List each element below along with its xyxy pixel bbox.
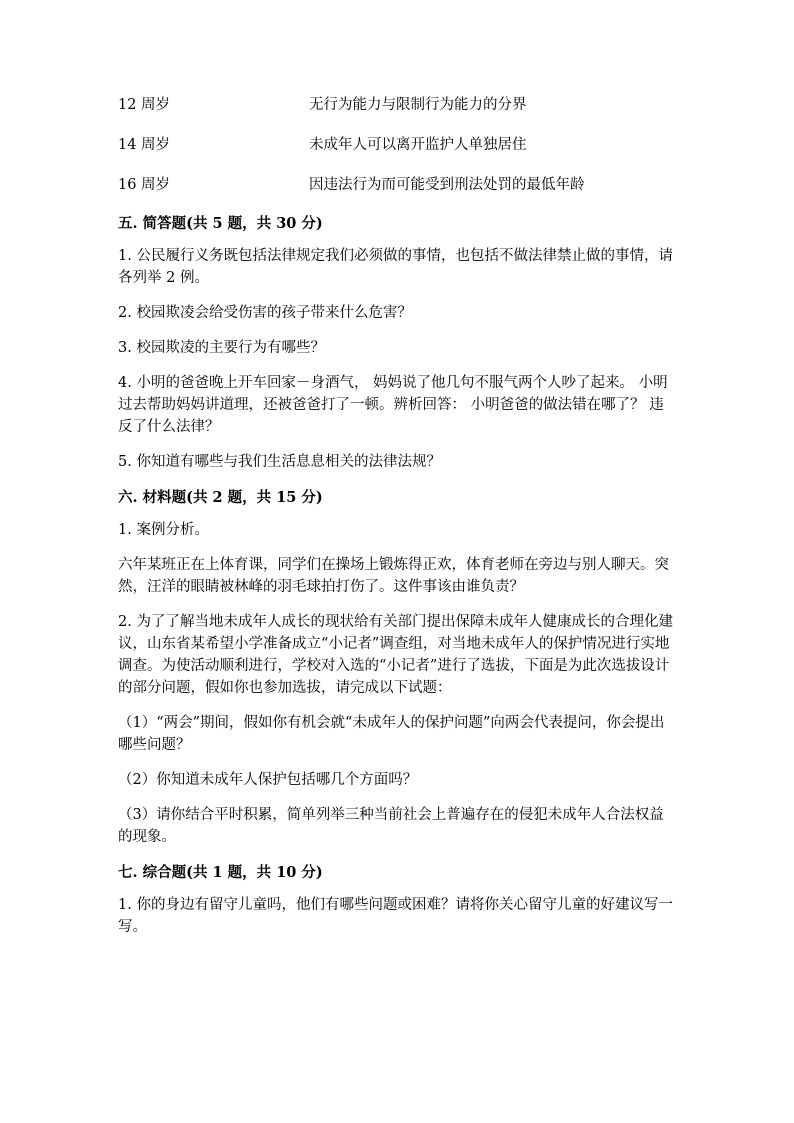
matching-desc: 因违法行为而可能受到刑法处罚的最低年龄 xyxy=(309,177,585,193)
matching-table xyxy=(118,92,678,212)
matching-row xyxy=(118,132,678,172)
sub-question: （2）你知道未成年人保护包括哪几个方面吗？ xyxy=(118,772,418,788)
question: 2. 为了了解当地未成年人成长的现状给有关部门提出保障未成年人健康成长的合理化建议，山东省某希望小学准备成立“小记者”调查组，对当地未成年人的保护情况进行实地调查。为使活动顺利进行，学校对入选的“小记者”进行了选拔，下面是为此次选拔设计的部分问题，假如你也参加选拔，请完成以下试题： xyxy=(118,614,673,696)
sub-question: （1）“两会”期间，假如你有机会就“未成年人的保护问题”向两会代表提问，你会提出哪些问题？ xyxy=(118,715,665,753)
matching-desc: 未成年人可以离开监护人单独居住 xyxy=(309,137,527,153)
sub-question: （3）请你结合平时积累，简单列举三种当前社会上普遍存在的侵犯未成年人合法权益的现象。 xyxy=(118,807,664,845)
case-material: 六年某班正在上体育课，同学们在操场上锻炼得正欢，体育老师在旁边与别人聊天。突然，汪洋的眼睛被林峰的羽毛球拍打伤了。这件事该由谁负责？ xyxy=(118,557,669,595)
section-5-title: 五. 简答题(共 5 题，共 30 分) xyxy=(118,215,323,232)
question: 1. 案例分析。 xyxy=(118,522,209,538)
matching-age: 14 周岁 xyxy=(118,137,171,153)
matching-desc: 无行为能力与限制行为能力的分界 xyxy=(309,97,527,113)
question: 3. 校园欺凌的主要行为有哪些？ xyxy=(118,340,325,356)
matching-age: 12 周岁 xyxy=(118,97,171,113)
question: 1. 公民履行义务既包括法律规定我们必须做的事情，也包括不做法律禁止做的事情，请各列举 2 例。 xyxy=(118,248,673,286)
section-6-title: 六. 材料题(共 2 题，共 15 分) xyxy=(118,489,323,506)
document-page xyxy=(118,92,678,938)
question: 1. 你的身边有留守儿童吗，他们有哪些问题或困难？请将你关心留守儿童的好建议写一写。 xyxy=(118,897,673,935)
matching-row xyxy=(118,92,678,132)
question: 2. 校园欺凌会给受伤害的孩子带来什么危害？ xyxy=(118,305,412,321)
matching-row xyxy=(118,172,678,212)
section-7-title: 七. 综合题(共 1 题，共 10 分) xyxy=(118,864,323,881)
matching-age: 16 周岁 xyxy=(118,177,171,193)
question: 4. 小明的爸爸晚上开车回家－身酒气， 妈妈说了他几句不服气两个人吵了起来。 小明过去帮助妈妈讲道理，还被爸爸打了一顿。辨析回答： 小明爸爸的做法错在哪了？ 违反了什么法律？ xyxy=(118,375,668,435)
question: 5. 你知道有哪些与我们生活息息相关的法律法规？ xyxy=(118,454,441,470)
